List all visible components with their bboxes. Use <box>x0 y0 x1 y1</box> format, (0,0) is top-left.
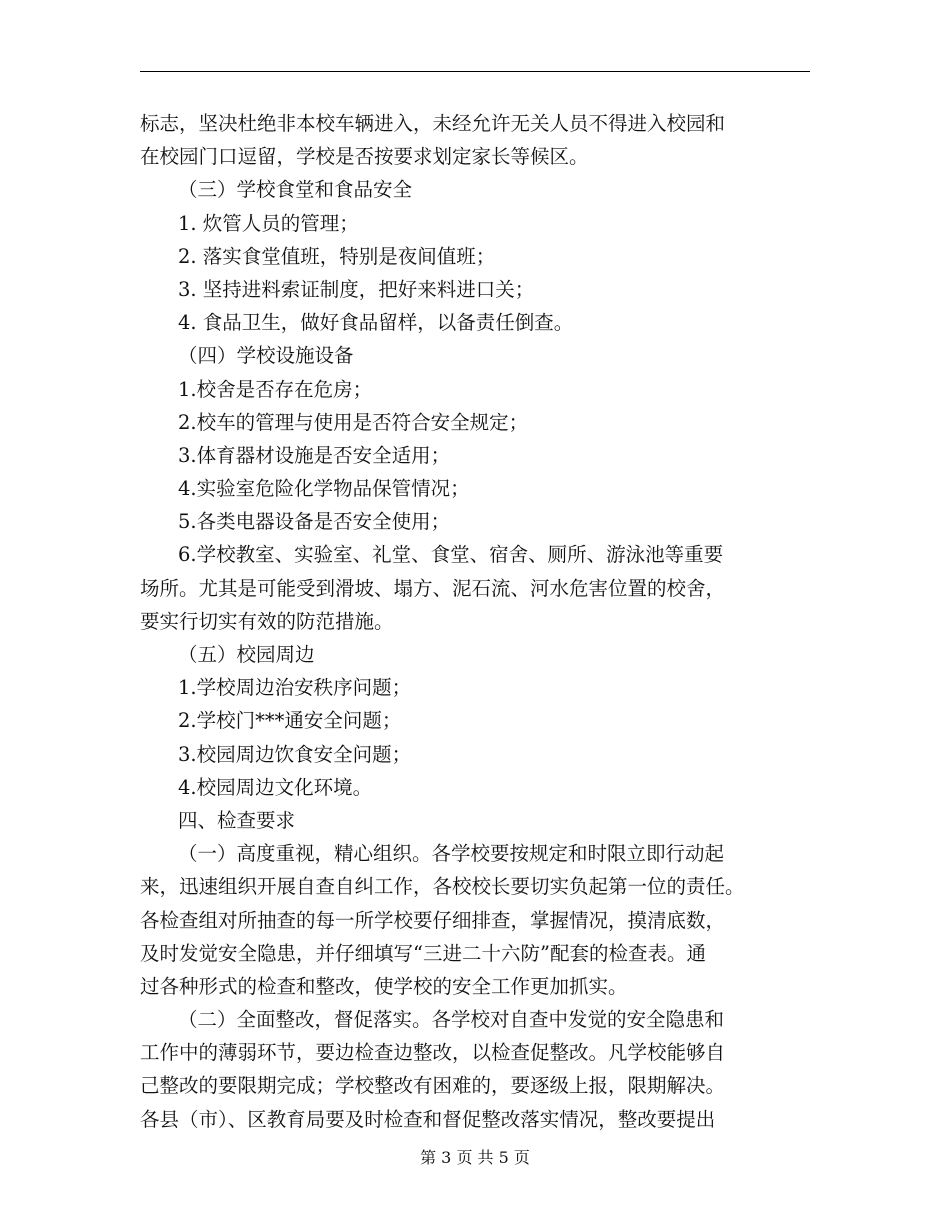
text-line: 3.校园周边饮食安全问题； <box>178 742 412 766</box>
text-line: 四、检查要求 <box>178 808 296 832</box>
text-line: 5.各类电器设备是否安全使用； <box>178 510 451 534</box>
text-line: 3. 坚持进料索证制度，把好来料进口关； <box>178 277 535 301</box>
text-line: 场所。尤其是可能受到滑坡、塌方、泥石流、河水危害位置的校舍， <box>140 576 726 600</box>
text-line: 过各种形式的检查和整改，使学校的安全工作更加抓实。 <box>140 974 628 998</box>
text-line: 各县（市）、区教育局要及时检查和督促整改落实情况，整改要提出 <box>140 1107 716 1131</box>
text-line: （二）全面整改，督促落实。各学校对自查中发觉的安全隐患和 <box>178 1008 725 1032</box>
page-footer: 第 3 页 共 5 页 <box>420 1148 530 1167</box>
text-line: 1. 炊管人员的管理； <box>178 211 359 235</box>
text-line: 标志，坚决杜绝非本校车辆进入，未经允许无关人员不得进入校园和 <box>140 112 726 135</box>
text-line: （五）校园周边 <box>178 643 315 666</box>
text-line: 己整改的要限期完成；学校整改有困难的，要逐级上报，限期解决。 <box>140 1074 726 1098</box>
text-line: 1.学校周边治安秩序问题； <box>178 676 412 700</box>
text-line: 4.校园周边文化环境。 <box>178 775 373 799</box>
text-line: 2.学校门***通安全问题； <box>178 709 402 733</box>
text-line: 4. 食品卫生，做好食品留样，以备责任倒查。 <box>178 311 574 335</box>
text-line: 要实行切实有效的防范措施。 <box>140 609 394 633</box>
text-line: 2.校车的管理与使用是否符合安全规定； <box>178 410 529 434</box>
text-line: （四）学校设施设备 <box>178 344 354 368</box>
text-line: 4.实验室危险化学物品保管情况； <box>178 477 470 501</box>
text-line: 1.校舍是否存在危房； <box>178 377 373 401</box>
text-line: 工作中的薄弱环节，要边检查边整改，以检查促整改。凡学校能够自 <box>140 1041 726 1065</box>
text-line: 各检查组对所抽查的每一所学校要仔细排查，掌握情况，摸清底数， <box>140 908 726 932</box>
text-line: 2. 落实食堂值班，特别是夜间值班； <box>178 244 496 268</box>
text-line: 6.学校教室、实验室、礼堂、食堂、宿舍、厕所、游泳池等重要 <box>178 543 724 567</box>
text-line: 及时发觉安全隐患，并仔细填写“三进二十六防”配套的检查表。通 <box>140 941 706 965</box>
text-line: 在校园门口逗留，学校是否按要求划定家长等候区。 <box>140 145 589 169</box>
text-line: 3.体育器材设施是否安全适用； <box>178 443 451 467</box>
header-rule <box>140 71 810 72</box>
text-line: 来，迅速组织开展自查自纠工作，各校校长要切实负起第一位的责任。 <box>140 875 745 899</box>
text-line: （三）学校食堂和食品安全 <box>178 178 413 202</box>
text-line: （一）高度重视，精心组织。各学校要按规定和时限立即行动起 <box>178 842 725 866</box>
document-body <box>140 107 810 1136</box>
